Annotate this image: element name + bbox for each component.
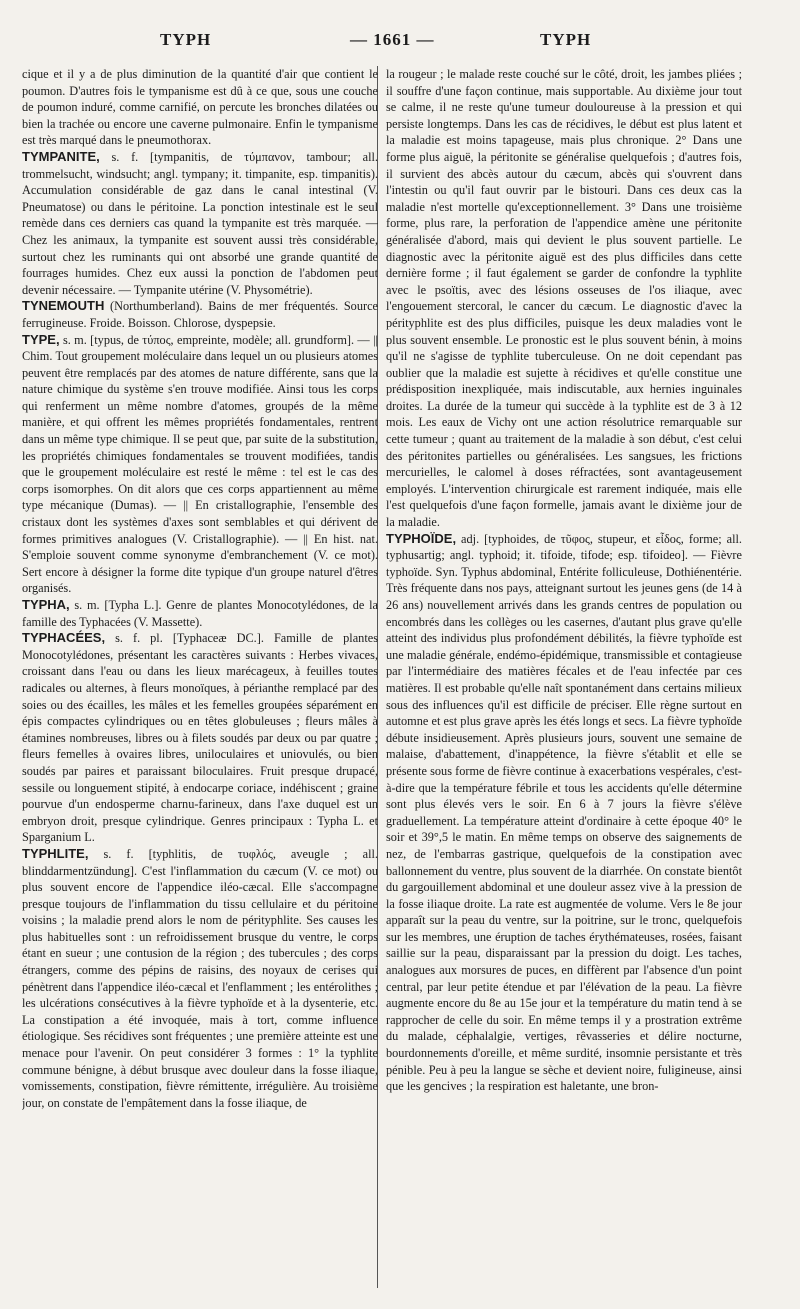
entry-type xyxy=(22,332,378,598)
entry-tympanite xyxy=(22,149,378,298)
entry-typha xyxy=(22,597,378,630)
entry-typhoide xyxy=(386,531,742,1095)
entry-continuation xyxy=(22,66,378,149)
entry-text: s. f. [tympanitis, de τύμπανον, tambour; all. trommelsucht, windsucht; angl. tympany; it. timpanite, esp. timpanitis). Accumulation considérable de gaz dans le canal intestinal (V. Pneumatose) ou dans le péritoine. La ponction intestinale est le seul remède dans ces derniers cas quand la tympanite est très marquée. — Chez les animaux, la tympanite est souvent aussi très considérable, surtout chez les ruminants qui ont absorbé une grande quantité de fourrages humides. Chez eux aussi la ponction de l'abdomen peut devenir nécessaire. — Tympanite utérine (V. Physométrie). xyxy=(22,149,378,297)
left-column xyxy=(22,66,378,1298)
entry-headword: TYPHLITE, xyxy=(22,845,89,861)
entry-text: s. f. [typhlitis, de τυφλός, aveugle ; all. blinddarmentzündung]. C'est l'inflammation du cæcum (V. ce mot) ou plus souvent encore de l'appendice iléo-cæcal. Elle s'accompagne presque toujours de l'inflammation du tissu cellulaire et du péritoine voisins ; la maladie prend alors le nom de pérityphlite. Ses causes les plus habituelles sont : un refroidissement brusque du ventre, le corps étant en sueur ; une contusion de la région ; des tubercules ; des corps étrangers, comme des pépins de raisins, des noyaux de cerises qui pénètrent dans l'appendice iléo-cæcal et l'enflamment ; les entérolithes ; les ulcérations consécutives à la fièvre typhoïde et à la dysenterie, etc. La constipation a été invoquée, mais à tort, comme influence étiologique. Ses récidives sont fréquentes ; une première atteinte est une menace pour l'avenir. On peut considérer 3 formes : 1° la typhlite commune bénigne, à début brusque avec douleur dans la fosse iliaque, vomissements, constipation, fièvre rémittente, irrégulière. Au troisième jour, on constate de l'empâtement dans la fosse iliaque, de xyxy=(22,846,378,1110)
entry-text: s. m. [typus, de τύπος, empreinte, modèle; all. grundform]. — || Chim. Tout groupement moléculaire dans lequel un ou plusieurs atomes peuvent être remplacés par des atomes de nature différente, sans que la nature chimique du système s'en trouve modifiée. Ainsi tous les corps qui renferment un même nombre d'atomes, groupés de la même manière, et qui offrent les mêmes propriétés fondamentales, rentrent dans un même type chimique. Il se peut que, par suite de la substitution, les propriétés chimiques fondamentales se trouvent modifiées, tandis que le groupement moléculaire est resté le même : tel est le cas des corps isomorphes. On dit alors que ces corps appartiennent au même type mécanique (Dumas). — || En cristallographie, l'ensemble des cristaux dont les systèmes d'axes sont semblables et qui dérivent de formes primitives analogues (V. Cristallographie). — || En hist. nat. S'emploie souvent comme synonyme d'embranchement (V. ce mot). Sert encore à désigner la forme dite typique d'un groupe naturel d'êtres organisés. xyxy=(22,332,378,596)
entry-headword: TYMPANITE, xyxy=(22,148,100,164)
entry-headword: TYNEMOUTH xyxy=(22,298,105,314)
entry-typhlite xyxy=(22,846,378,1112)
entry-headword: TYPHOÏDE, xyxy=(386,530,457,546)
entry-tynemouth xyxy=(22,298,378,331)
right-column xyxy=(386,66,742,1298)
entry-text: la rougeur ; le malade reste couché sur le côté, droit, les jambes pliées ; il souffre d'une façon continue, mais supportable. Au dixième jour tout se calme, il ne reste qu'une tumeur douloureuse à la pression et qui persiste longtemps. Dans les cas de récidives, le début est plus latent et la maladie est moins tapageuse, mais plus chronique. 2° Dans une forme plus aiguë, la péritonite se généralise quelquefois ; d'autres fois, il survient des abcès autour du cæcum, abcès qui s'ouvrent dans l'intestin ou qu'il faut ouvrir par le bistouri. Dans ces deux cas la maladie n'est mortelle qu'exceptionnellement. 3° Dans une troisième forme, plus rare, la perforation de l'appendice amène une péritonite généralisée d'abord, mais qui devient le plus souvent partielle. Le diagnostic avec la péritonite aiguë est des plus difficiles dans cette dernière forme ; il faut également se garder de confondre la typhlite avec le psoïtis, avec des lésions osseuses de l'os iliaque, avec l'engouement stercoral, le cancer du cæcum. Le diagnostic d'avec la pérityphlite est des plus difficiles, puisque les deux maladies vont le plus souvent ensemble. Le pronostic est le plus souvent bénin, à moins qu'il ne s'agisse de typhlite tuberculeuse. On ne doit cependant pas oublier que la maladie est sujette à récidives et qu'elle constitue une prédisposition inexpliquée, mais indiscutable, aux hernies inguinales droites. La durée de la tumeur qui succède à la typhlite est de 3 à 12 mois. Les eaux de Vichy ont une action résolutrice remarquable sur cette tumeur ; quant au traitement de la maladie à son début, c'est celui des péritonites partielles ou généralisées. Les sangsues, les frictions mercurielles, le calomel à doses réfractées, sont avantageusement employés. L'intervention chirurgicale est rarement indiquée, mais elle l'est quelquefois d'une façon formelle, jamais avant le dixième jour de la maladie. xyxy=(386,67,742,530)
running-head-right: TYPH xyxy=(540,30,592,49)
entry-typhacees xyxy=(22,630,378,846)
entry-text: cique et il y a de plus diminution de la quantité d'air que contient le poumon. D'autres fois le tympanisme est dû à ce que, sous une couche de poumon induré, comme carnifié, on percute les bronches dilatées ou bien la trachée ou encore une caverne pulmonaire. Enfin le tympanisme est très marqué dans le pneumothorax. xyxy=(22,67,378,148)
entry-typhlite-continued xyxy=(386,66,742,531)
entry-text: (Northumberland). Bains de mer fréquentés. Source ferrugineuse. Froide. Boisson. Chlorose, dyspepsie. xyxy=(22,299,378,330)
entry-headword: TYPE, xyxy=(22,331,60,347)
entry-text: s. f. pl. [Typhaceæ DC.]. Famille de plantes Monocotylédones, présentant les caractères suivants : Herbes vivaces, croissant dans l'eau ou dans les lieux marécageux, à feuilles toutes radicales ou alternes, à fleurs monoïques, à périanthe remplacé par des soies ou des écailles, les mâles et les femelles groupées séparément en épis compactes cylindriques ou en têtes globuleuses ; fleurs mâles à étamines nombreuses, libres ou à filets soudés par deux ou par quatre ; fleurs femelles à ovaires libres, uniloculaires et uniovulés, ou bien soudés par paires et paraissant biloculaires. Fruit presque drupacé, sessile ou longuement stipité, à endocarpe coriace, indéhiscent ; graine pourvue d'un endosperme charnu-farineux, dans l'axe duquel est un embryon droit, presque cylindrique. Genres principaux : Typha L. et Sparganium L. xyxy=(22,631,378,845)
entry-text: adj. [typhoides, de τῦφος, stupeur, et εἶδος, forme; all. typhusartig; angl. typhoid; it. tifoide, tifode; esp. tifoideo]. — Fièvre typhoïde. Syn. Typhus abdominal, Entérite folliculeuse, Dothiénentérie. Très fréquente dans nos pays, atteignant surtout les jeunes gens (de 14 à 26 ans) nouvellement arrivés dans les grands centres de population ou encombrés dans les collèges ou les casernes, d'autant plus grave qu'elle atteint des individus plus profondément débilités, la fièvre typhoïde est une maladie générale, endémo-épidémique, transmissible et contagieuse par l'intermédiaire des matières fécales et de l'eau infectée par ces matières. Il est probable qu'elle naît spontanément dans certains milieux sous des influences qu'il est difficile de préciser. Elle règne surtout en automne et est plus grave après les étés longs et secs. La fièvre typhoïde débute insidieusement. Après plusieurs jours, souvent une semaine de malaise, d'abattement, d'inappétence, la fièvre s'établit et elle se présente sous forme de fièvre continue à exacerbations vespérales, c'est-à-dire que la température fébrile et tous les accidents qu'elle détermine sont plus élevés vers le soir. En 6 à 7 jours la fièvre s'élève graduellement. La température atteint d'ordinaire à cette époque 40° le soir et 39°,5 le matin. En même temps on observe des saignements de nez, de l'embarras gastrique, quelquefois de la constipation avec ballonnement du ventre, plus souvent de la diarrhée. On constate bientôt du gargouillement abdominal et une douleur assez vive à la pression de la fosse iliaque droite. La rate est augmentée de volume. Vers le 8e jour apparaît sur la peau du ventre, sur la poitrine, sur le tronc, quelquefois sur les membres, une éruption de taches érythémateuses, rosées, faisant saillie sur la peau, disparaissant par la pression du doigt. Les taches, analogues aux morsures de puces, en diffèrent par l'absence d'un point central, par leur petite étendue et par l'élévation de la peau. La fièvre augmente encore du 8e au 15e jour et la température du matin tend à se rapprocher de celle du soir. En même temps il y a prostration extrême du malade, céphalalgie, vertiges, rêvasseries et délire nocturne, bourdonnements d'oreille, et même surdité, insomnie persistante et très pénible. Peu à peu la langue se sèche et devient noire, fuligineuse, ainsi que les gencives ; la respiration est haletante, une bron- xyxy=(386,531,742,1094)
entry-text: s. m. [Typha L.]. Genre de plantes Monocotylédones, de la famille des Typhacées (V. Massette). xyxy=(22,598,378,629)
entry-headword: TYPHA, xyxy=(22,597,70,612)
running-header xyxy=(0,30,800,60)
entry-headword: TYPHACÉES, xyxy=(22,630,106,646)
page-number: — 1661 — xyxy=(350,30,435,49)
running-head-left: TYPH xyxy=(160,30,212,49)
